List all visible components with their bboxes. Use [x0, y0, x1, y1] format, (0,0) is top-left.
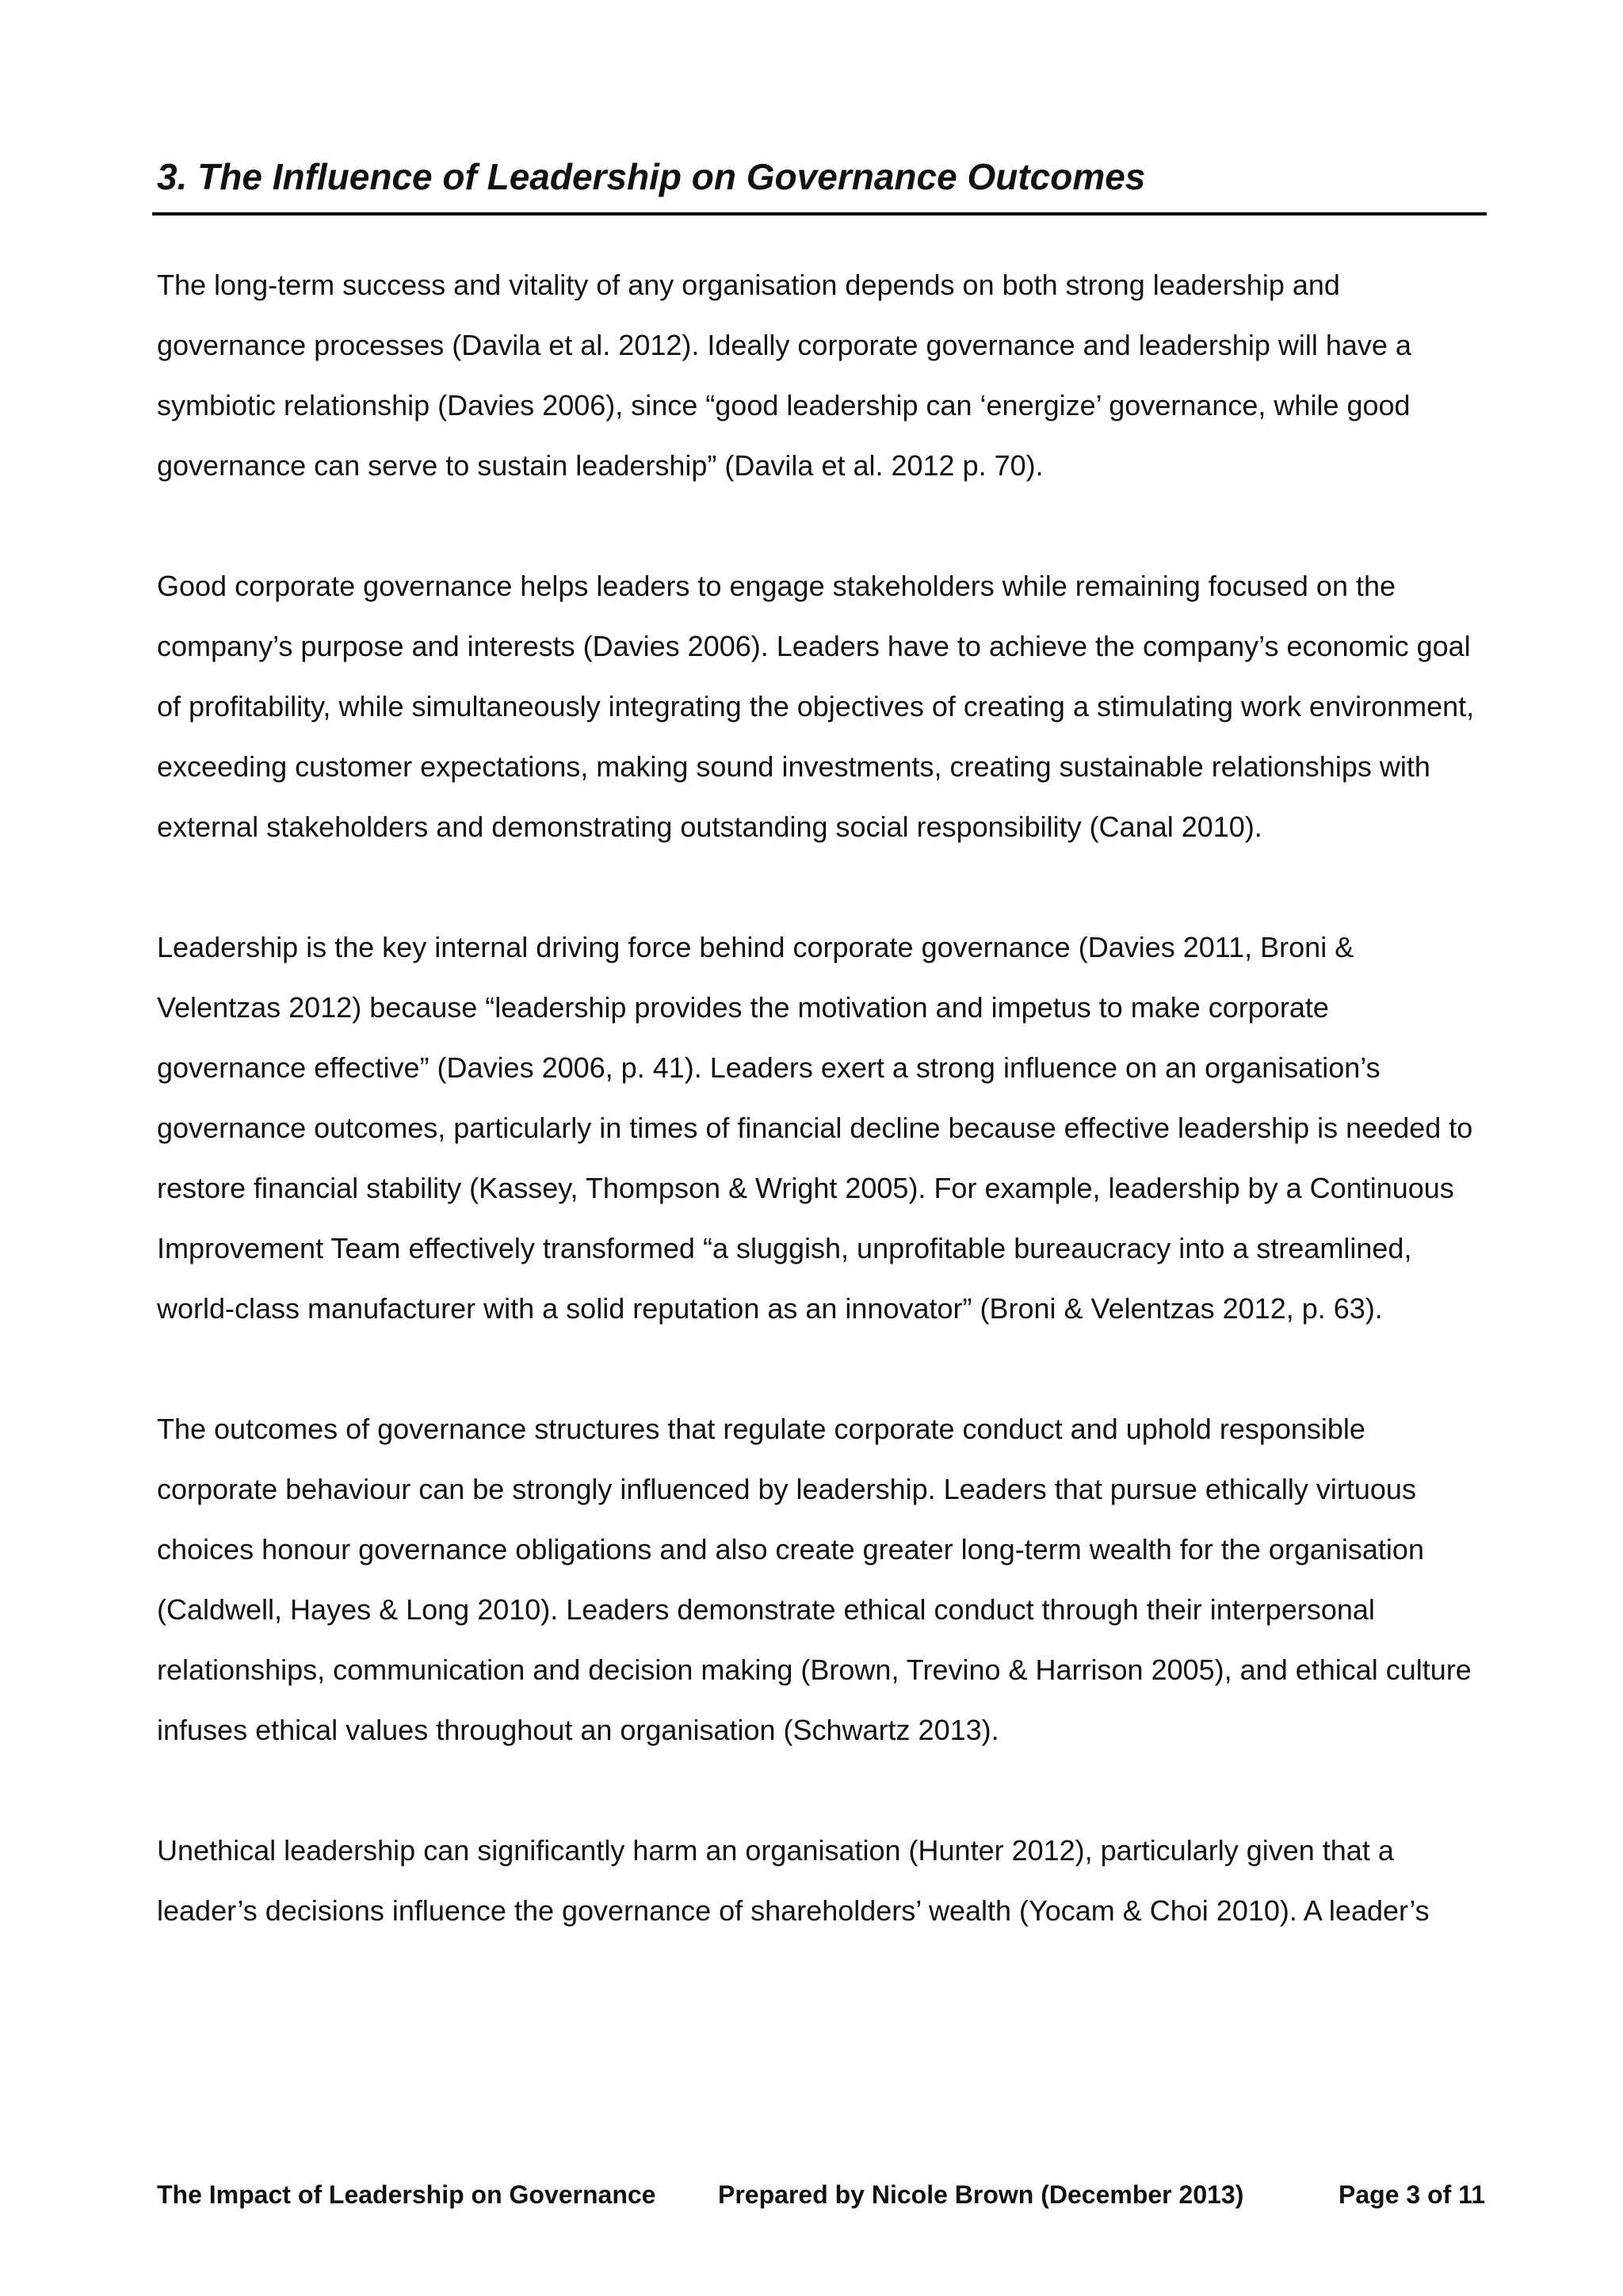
page-footer	[157, 2180, 1485, 2215]
footer-author: Prepared by Nicole Brown (December 2013)	[718, 2180, 1244, 2209]
paragraph-3: Leadership is the key internal driving force behind corporate governance (Davies 2011, Broni & Velentzas 2012) because “leadership provides the motivation and impetus to make corporate governance effective” (Davies 2006, p. 41). Leaders exert a strong influence on an organisation’s governance outcomes, particularly in times of financial decline because effective leadership is needed to restore financial stability (Kassey, Thompson & Wright 2005). For example, leadership by a Continuous Improvement Team effectively transformed “a sluggish, unprofitable bureaucracy into a streamlined, world-class manufacturer with a solid reputation as an innovator” (Broni & Velentzas 2012, p. 63).	[157, 931, 1473, 1325]
paragraph-5: Unethical leadership can significantly harm an organisation (Hunter 2012), particularly given that a leader’s decisions influence the governance of shareholders’ wealth (Yocam & Choi 2010). A leader’s	[157, 1834, 1430, 1927]
footer-page-number: Page 3 of 11	[1338, 2180, 1485, 2209]
paragraph-4: The outcomes of governance structures that regulate corporate conduct and uphold responsible corporate behaviour can be strongly influenced by leadership. Leaders that pursue ethically virtuous choices honour governance obligations and also create greater long-term wealth for the organisation (Caldwell, Hayes & Long 2010). Leaders demonstrate ethical conduct through their interpersonal relationships, communication and decision making (Brown, Trevino & Harrison 2005), and ethical culture infuses ethical values throughout an organisation (Schwartz 2013).	[157, 1413, 1472, 1746]
footer-document-title: The Impact of Leadership on Governance	[157, 2180, 656, 2209]
document-body	[157, 255, 1485, 2001]
heading-underline	[152, 212, 1487, 215]
section-heading: 3. The Influence of Leadership on Governance Outcomes	[157, 156, 1146, 197]
paragraph-2: Good corporate governance helps leaders to engage stakeholders while remaining focused on the company’s purpose and interests (Davies 2006). Leaders have to achieve the company’s economic goal of profitability, while simultaneously integrating the objectives of creating a stimulating work environment, exceeding customer expectations, making sound investments, creating sustainable relationships with external stakeholders and demonstrating outstanding social responsibility (Canal 2010).	[157, 570, 1475, 843]
paragraph-1: The long-term success and vitality of any organisation depends on both strong leadership and governance processes (Davila et al. 2012). Ideally corporate governance and leadership will have a symbiotic relationship (Davies 2006), since “good leadership can ‘energize’ governance, while good governance can serve to sustain leadership” (Davila et al. 2012 p. 70).	[157, 269, 1411, 482]
